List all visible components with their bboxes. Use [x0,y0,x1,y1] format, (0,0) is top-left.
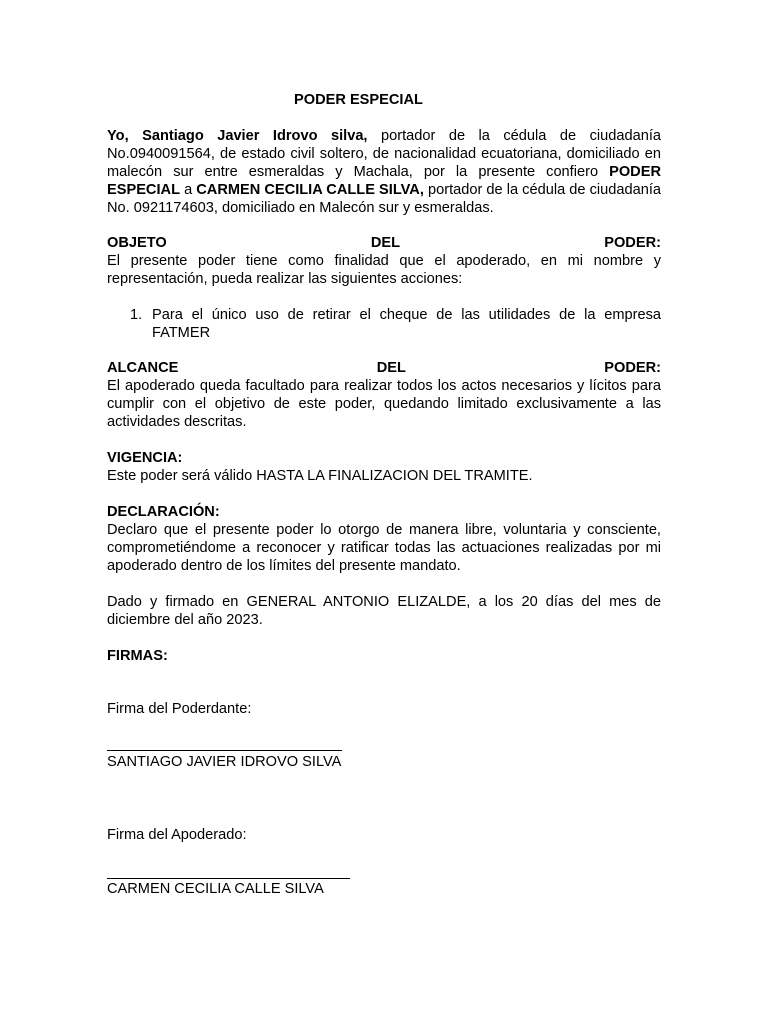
apoderado-name: CARMEN CECILIA CALLE SILVA [107,881,324,897]
alcance-body: El apoderado queda facultado para realizar todos los actos necesarios y lícitos para cumplir con el objetivo de este poder, quedando limitado exclusivamente a las actividades descritas. [107,378,661,430]
list-item-number: 1. [130,307,143,323]
poderdante-label: Firma del Poderdante: [107,701,252,717]
document-title: PODER ESPECIAL [294,92,423,108]
intro-paragraph [107,127,661,217]
list-item-text: Para el único uso de retirar el cheque de las utilidades de la empresa FATMER [152,307,661,341]
intro-text-1: portador de la cédula de ciudadanía No.0940091564, de estado civil soltero, de nacionalidad ecuatoriana, domiciliado en malecón sur entre esmeraldas y Machala, por la presente confiero [107,128,661,180]
intro-text-3: portador de la cédula de ciudadanía No. 0921174603, domiciliado en Malecón sur y esmeraldas. [107,182,661,216]
alcance-section [107,359,661,431]
objeto-heading-word-1: OBJETO [107,235,167,251]
alcance-heading [107,359,661,377]
poderdante-signature-line [107,750,342,751]
vigencia-body: Este poder será válido HASTA LA FINALIZACION DEL TRAMITE. [107,468,533,484]
objeto-body: El presente poder tiene como finalidad que el apoderado, en mi nombre y representación, pueda realizar las siguientes acciones: [107,253,661,287]
alcance-heading-word-2: DEL [376,360,406,376]
intro-poder-especial: PODER ESPECIAL [107,164,661,198]
objeto-heading [107,234,661,252]
vigencia-heading: VIGENCIA: [107,450,183,466]
intro-text-2: a [179,182,197,198]
alcance-heading-word-3: PODER: [604,360,661,376]
declaracion-section [107,503,661,575]
objeto-heading-word-2: DEL [370,235,401,251]
intro-attorney-name: CARMEN CECILIA CALLE SILVA, [196,182,424,198]
declaracion-body: Declaro que el presente poder lo otorgo de manera libre, voluntaria y consciente, comprometiéndome a reconocer y ratificar todas las actuaciones realizadas por mi apoderado dentro de los límites del presente mandato. [107,522,661,574]
declaracion-heading: DECLARACIÓN: [107,504,220,520]
objeto-heading-word-3: PODER: [604,235,661,251]
poderdante-name: SANTIAGO JAVIER IDROVO SILVA [107,754,342,770]
dado-paragraph: Dado y firmado en GENERAL ANTONIO ELIZALDE, a los 20 días del mes de diciembre del año 2023. [107,594,661,628]
alcance-heading-word-1: ALCANCE [107,360,179,376]
apoderado-label: Firma del Apoderado: [107,827,247,843]
apoderado-signature-line [107,878,350,879]
vigencia-section [107,449,661,485]
intro-grantor-name: Yo, Santiago Javier Idrovo silva, [107,128,368,144]
firmas-heading: FIRMAS: [107,648,168,664]
objeto-section [107,234,661,288]
